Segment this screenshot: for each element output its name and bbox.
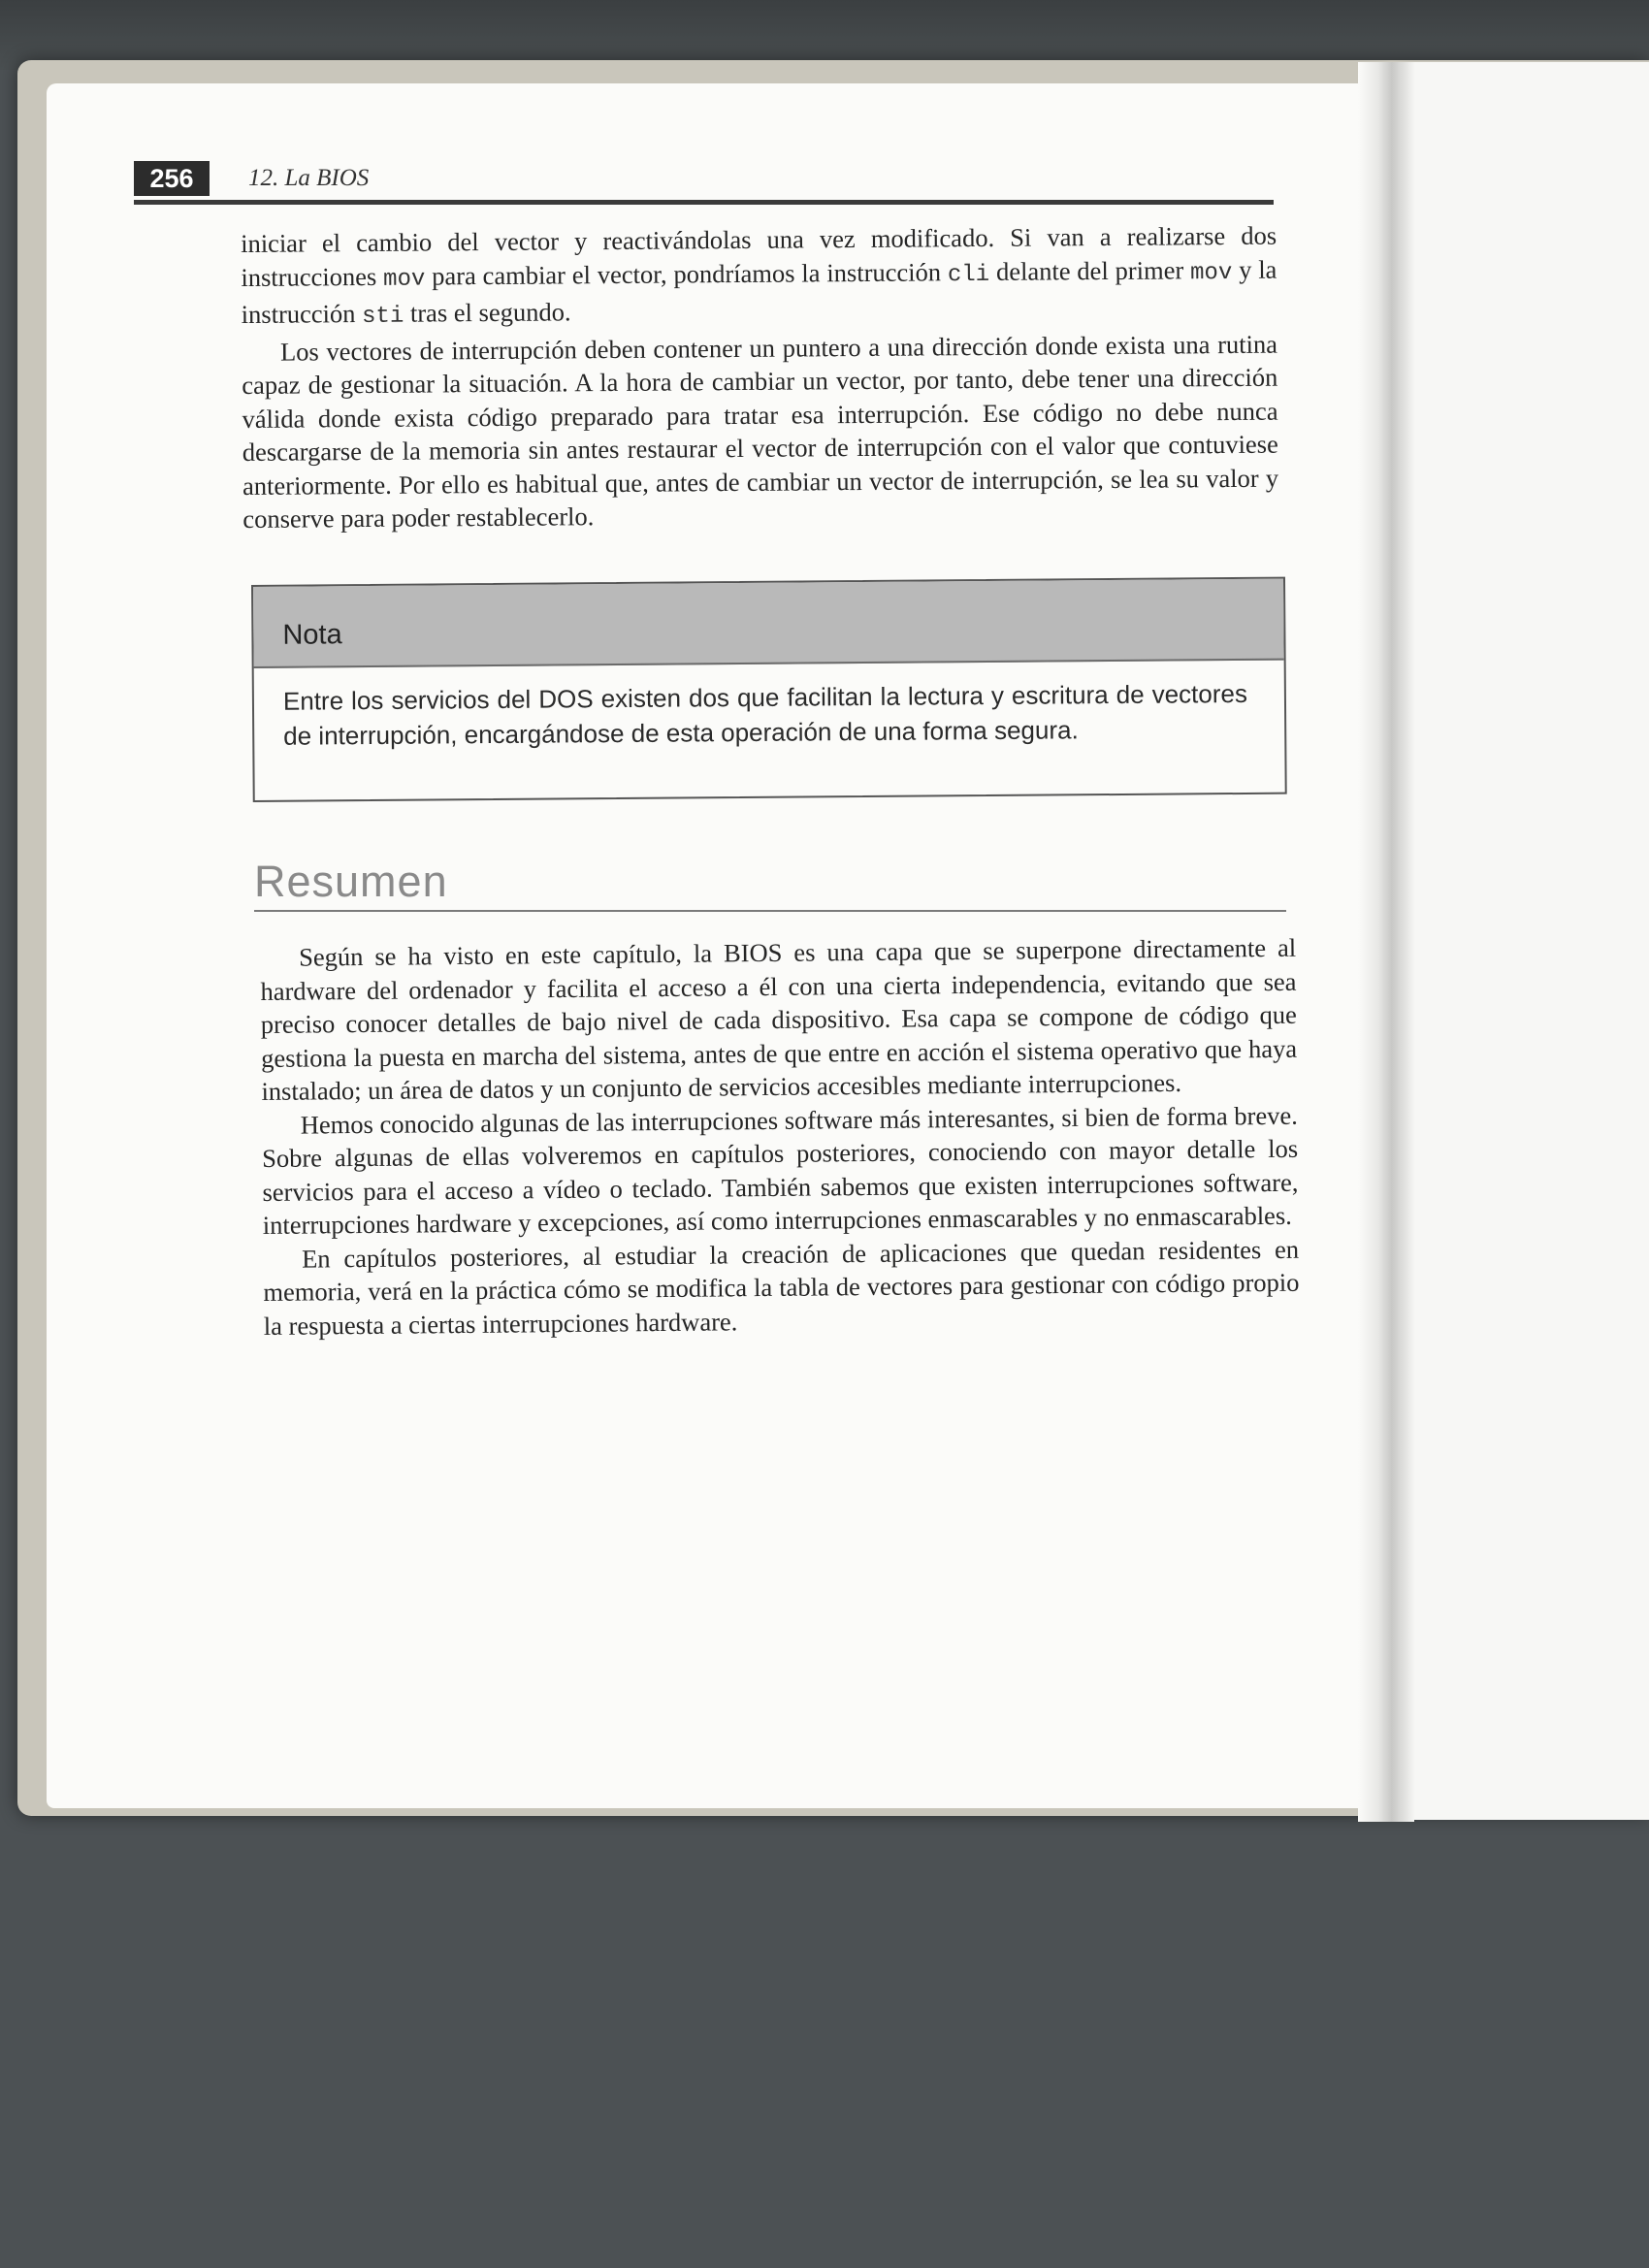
intro-paragraph-2: Los vectores de interrupción deben contener un puntero a una dirección donde exista una rutina capaz de gestionar la situación. A la hora de cambiar un vector, por tanto, debe tener una dirección válida donde exista código preparado para tratar esa interrupción. Ese código no debe nunca descargarse de la memoria sin antes restaurar el vector de interrupción con el valor que contuviese anteriormente. Por ello es habitual que, antes de cambiar un vector de interrupción, se lea su valor y conserve para poder restablecerlo. xyxy=(242,329,1279,534)
note-box xyxy=(251,577,1287,802)
facing-page xyxy=(1414,62,1649,1820)
header-rule xyxy=(134,200,1274,205)
note-text: Entre los servicios del DOS existen dos que facilitan la lectura y escritura de vectores de interrupción, encargándose de esta operación de una forma segura. xyxy=(282,678,1248,751)
summary-paragraph-1: Según se ha visto en este capítulo, la BIOS es una capa que se superpone directamente al hardware del ordenador y facilita el acceso a él con una cierta independencia, evitando que sea preciso conocer detalles de bajo nivel de cada dispositivo. Esa capa se compone de código que gestiona la puesta en marcha del sistema, antes de que entre en acción el sistema operativo que haya instalado; un área de datos y un conjunto de servicios accesibles mediante interrupciones. xyxy=(260,932,1298,1106)
text-run: tras el segundo. xyxy=(404,297,571,328)
running-head xyxy=(134,157,1274,206)
code-mov: mov xyxy=(383,266,426,293)
section-heading: Resumen xyxy=(254,857,448,906)
intro-text xyxy=(241,219,1278,536)
code-cli: cli xyxy=(947,261,990,288)
text-run: iniciar el cambio del vector y reactivándolas una vez modificado. Si van a realizarse dos instrucciones xyxy=(241,220,1277,292)
text-run: para cambiar el vector, pondríamos la instrucción xyxy=(425,256,949,291)
summary-paragraph-2: Hemos conocido algunas de las interrupciones software más interesantes, si bien de forma breve. Sobre algunas de ellas volveremos en capítulos posteriores, conociendo con mayor detalle los servicios para el acceso a vídeo o teclado. También sabemos que existen interrupciones software, interrupciones hardware y excepciones, así como interrupciones enmascarables y no enmascarables. xyxy=(262,1100,1299,1240)
book-gutter xyxy=(1358,62,1414,1822)
note-title: Nota xyxy=(253,579,1284,668)
summary-paragraph-3: En capítulos posteriores, al estudiar la creación de aplicaciones que quedan residentes en memoria, verá en la práctica cómo se modifica la tabla de vectores para gestionar con código propio la respuesta a ciertas interrupciones hardware. xyxy=(263,1234,1300,1341)
text-run: y la instrucción xyxy=(241,254,1277,329)
page-number: 256 xyxy=(134,161,210,196)
code-mov: mov xyxy=(1189,259,1233,286)
intro-paragraph-1 xyxy=(241,219,1277,336)
code-sti: sti xyxy=(361,303,404,331)
section-rule xyxy=(254,910,1286,912)
text-run: delante del primer xyxy=(989,254,1191,286)
chapter-title: 12. La BIOS xyxy=(248,165,370,191)
summary-text xyxy=(260,931,1300,1343)
